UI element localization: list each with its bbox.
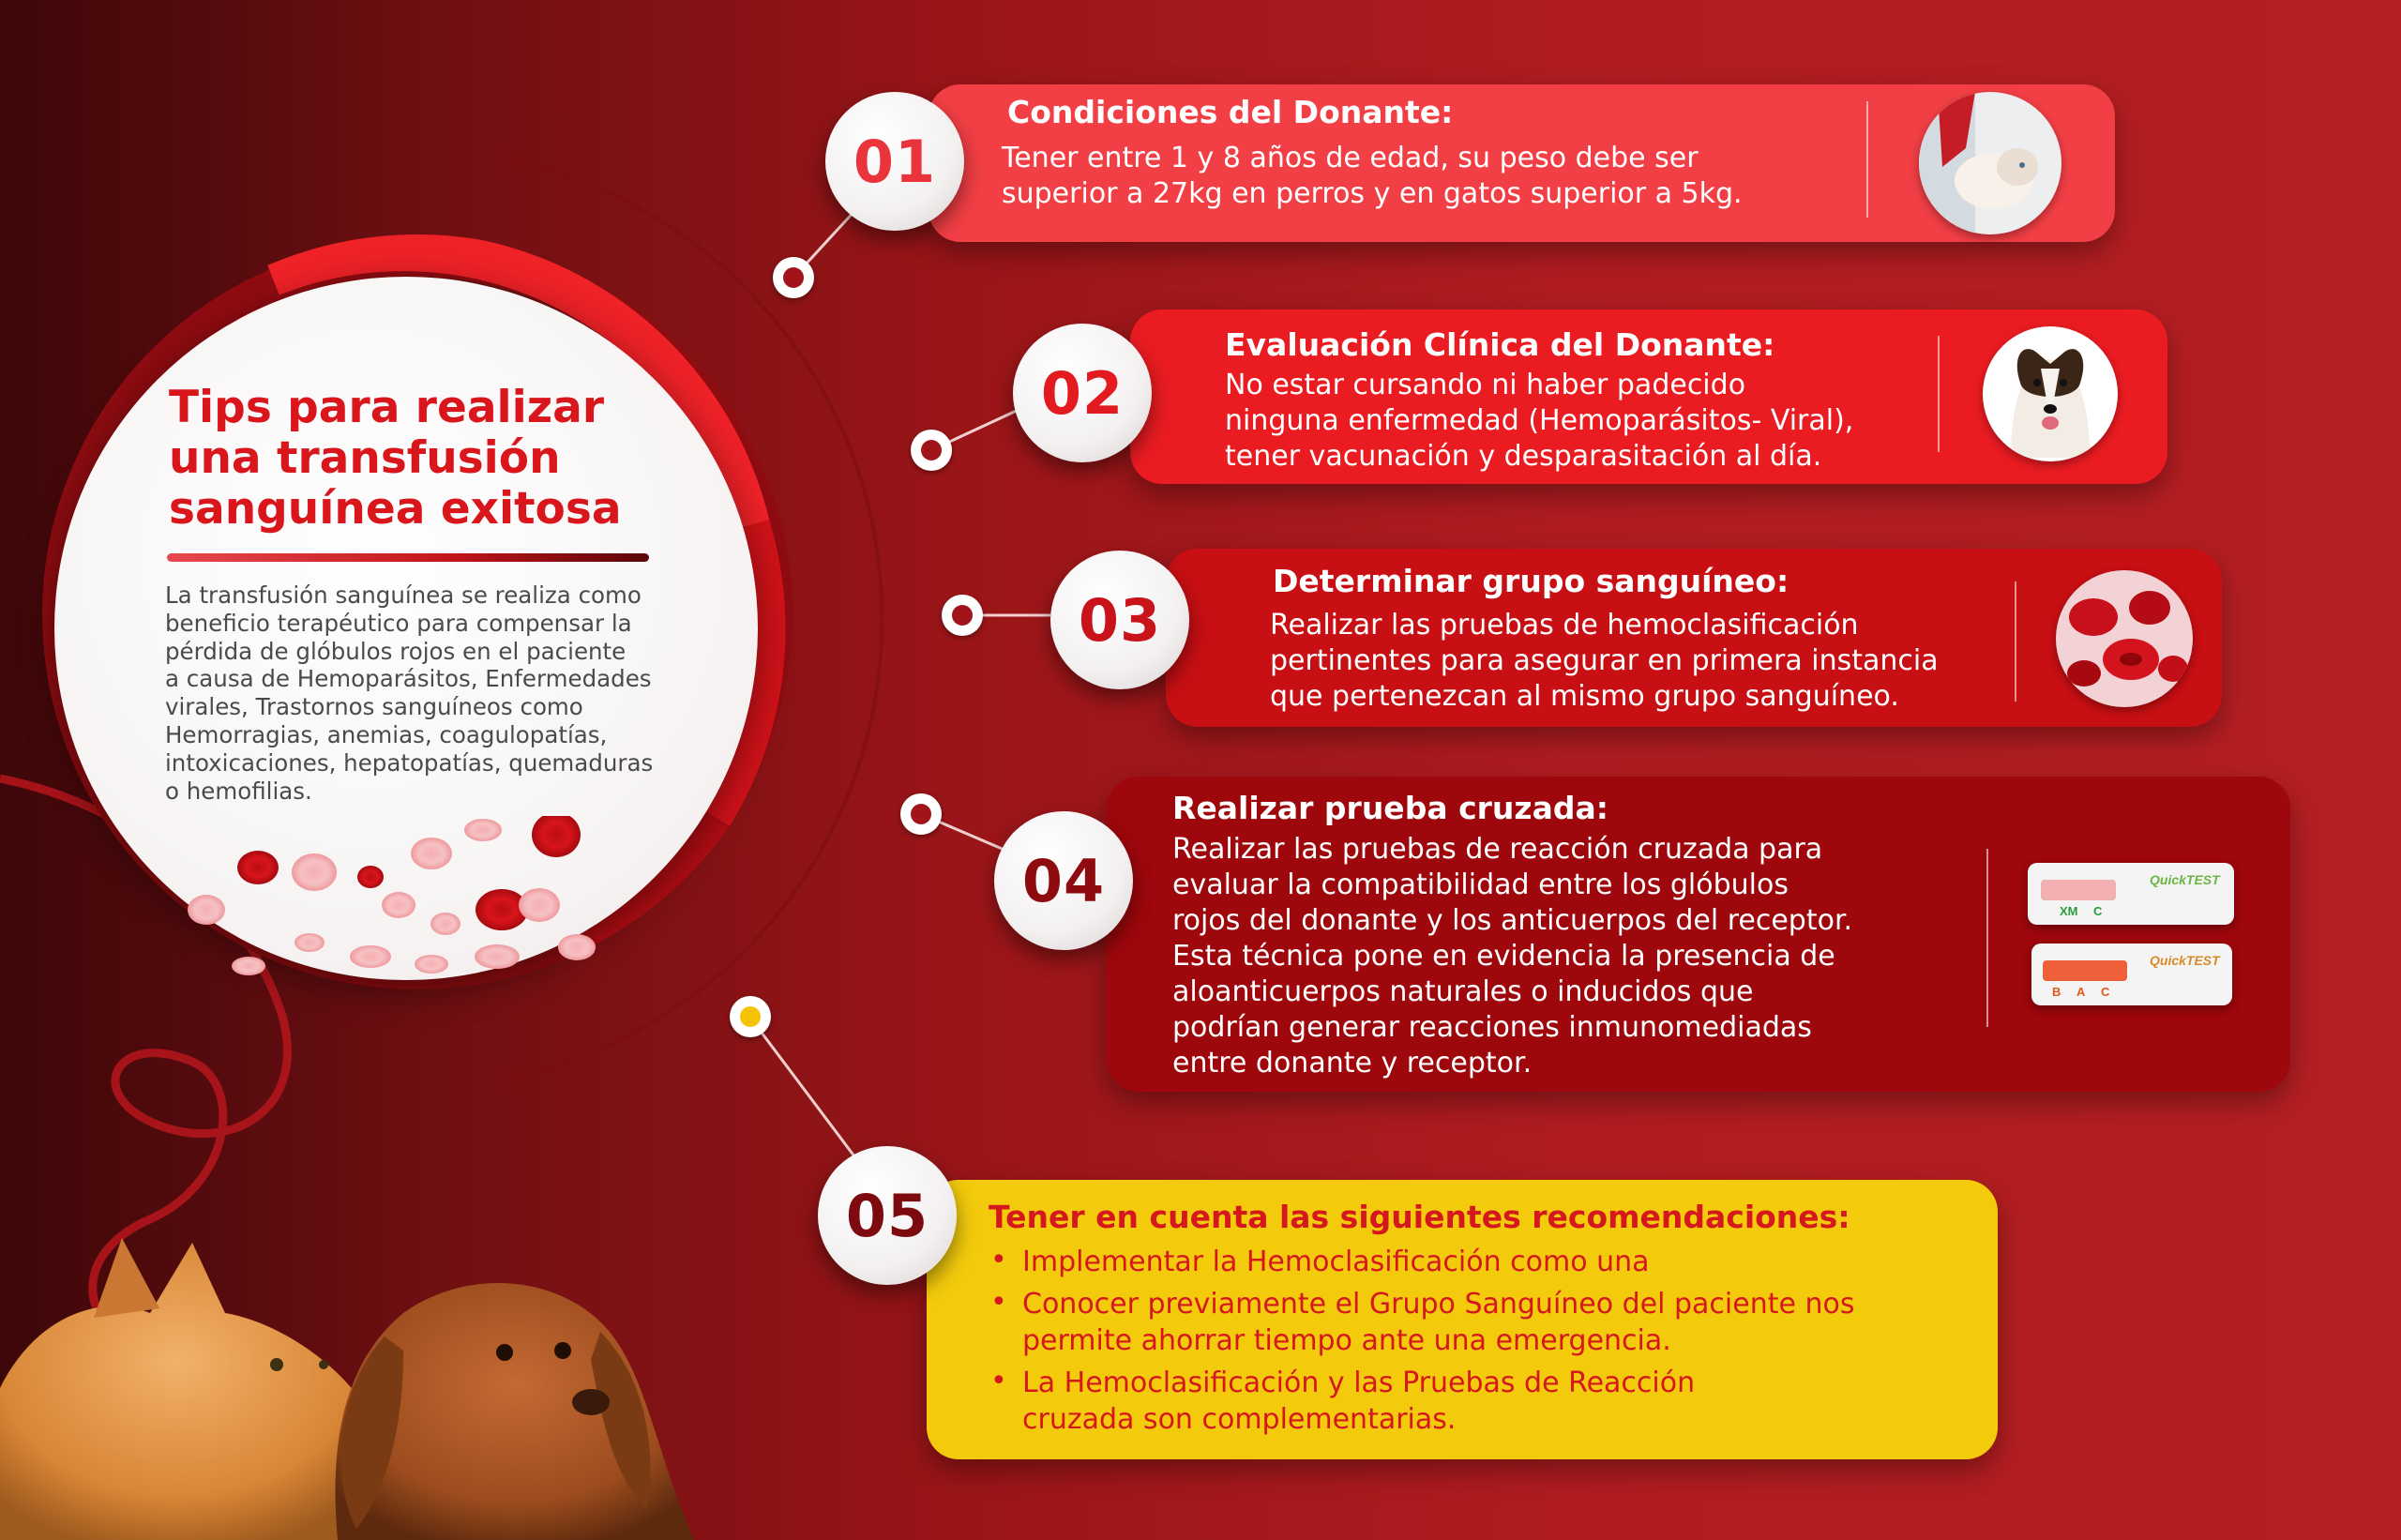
step-text-01 xyxy=(1002,141,1743,212)
red-blood-cells-illustration xyxy=(183,816,614,985)
list-item xyxy=(985,1365,1855,1438)
step-divider-02 xyxy=(1938,336,1940,452)
intro-line: beneficio terapéutico para compensar la xyxy=(165,609,632,637)
title-line: Tips para realizar xyxy=(169,382,605,433)
step-line: pertinentes para asegurar en primera instancia xyxy=(1270,644,1939,677)
step-line: podrían generar reacciones inmunomediadas xyxy=(1172,1011,1812,1044)
step-line: tener vacunación y desparasitación al día. xyxy=(1225,440,1822,473)
list-item-line: La Hemoclasificación y las Pruebas de Reacción xyxy=(1022,1366,1696,1399)
intro-paragraph xyxy=(165,581,700,805)
timeline-node-yellow xyxy=(730,996,771,1037)
kit-brand: QuickTEST xyxy=(2150,872,2220,887)
quick-test-kit-bac xyxy=(2031,944,2232,1005)
step-text-02 xyxy=(1225,368,1853,475)
timeline-node xyxy=(942,595,983,636)
step-line: Esta técnica pone en evidencia la presencia de xyxy=(1172,940,1835,973)
step-number-04: 04 xyxy=(994,811,1133,950)
step-divider-01 xyxy=(1866,101,1868,218)
step-line: rojos del donante y los anticuerpos del receptor. xyxy=(1172,904,1853,937)
intro-line: Hemorragias, anemias, coagulopatías, xyxy=(165,720,608,748)
step-title-04: Realizar prueba cruzada: xyxy=(1172,790,1608,826)
step-divider-04 xyxy=(1986,849,1988,1027)
step-text-04 xyxy=(1172,832,1852,1081)
bullet: • xyxy=(990,1365,1007,1397)
title-underline xyxy=(167,553,649,562)
list-item-line: cruzada son complementarias. xyxy=(1022,1403,1457,1436)
list-item-line: Conocer previamente el Grupo Sanguíneo del paciente nos xyxy=(1022,1288,1855,1321)
step-text-03 xyxy=(1270,608,1939,715)
cat-and-dog-photo xyxy=(0,1079,713,1540)
intro-line: intoxicaciones, hepatopatías, quemaduras xyxy=(165,748,654,777)
step-line: Realizar las pruebas de hemoclasificación xyxy=(1270,609,1859,642)
timeline-node xyxy=(911,430,952,471)
step-number-03: 03 xyxy=(1050,551,1189,689)
intro-line: virales, Trastornos sanguíneos como xyxy=(165,693,583,721)
list-item-line: Implementar la Hemoclasificación como una xyxy=(1022,1246,1650,1278)
infographic-title xyxy=(169,383,694,535)
bullet: • xyxy=(990,1286,1007,1319)
kit-label: XM xyxy=(2060,904,2078,918)
kit-sample-strip xyxy=(2043,960,2127,981)
step-line: superior a 27kg en perros y en gatos superior a 5kg. xyxy=(1002,177,1743,210)
step-number-05: 05 xyxy=(818,1146,957,1285)
red-blood-cells-photo xyxy=(2056,570,2193,707)
timeline-node xyxy=(900,793,942,835)
step-line: No estar cursando ni haber padecido xyxy=(1225,369,1746,401)
step-title-05: Tener en cuenta las siguientes recomendaciones: xyxy=(989,1199,1850,1235)
title-line: una transfusión xyxy=(169,432,561,484)
quick-test-kit-xm xyxy=(2028,863,2234,925)
list-item xyxy=(985,1244,1855,1280)
kit-label: A xyxy=(2076,985,2086,999)
kit-sample-strip xyxy=(2041,880,2116,900)
kit-label: B xyxy=(2052,985,2061,999)
recommendations-list xyxy=(985,1244,1855,1443)
step-title-02: Evaluación Clínica del Donante: xyxy=(1225,326,1775,363)
intro-line: a causa de Hemoparásitos, Enfermedades xyxy=(165,665,652,693)
list-item-line: permite ahorrar tiempo ante una emergencia. xyxy=(1022,1324,1671,1357)
step-line: ninguna enfermedad (Hemoparásitos- Viral), xyxy=(1225,404,1854,437)
bullet: • xyxy=(990,1244,1007,1276)
kit-label: C xyxy=(2101,985,2110,999)
step-title-01: Condiciones del Donante: xyxy=(1007,94,1454,130)
kit-label: C xyxy=(2093,904,2103,918)
step-title-03: Determinar grupo sanguíneo: xyxy=(1273,563,1789,599)
cat-at-vet-photo xyxy=(1919,92,2061,234)
step-line: Realizar las pruebas de reacción cruzada para xyxy=(1172,833,1823,866)
step-divider-03 xyxy=(2015,581,2016,702)
step-line: aloanticuerpos naturales o inducidos que xyxy=(1172,975,1754,1008)
step-line: entre donante y receptor. xyxy=(1172,1047,1533,1080)
step-number-01: 01 xyxy=(825,92,964,231)
step-line: Tener entre 1 y 8 años de edad, su peso debe ser xyxy=(1002,142,1699,174)
step-line: que pertenezcan al mismo grupo sanguíneo. xyxy=(1270,680,1899,713)
kit-brand: QuickTEST xyxy=(2150,953,2220,968)
intro-line: La transfusión sanguínea se realiza como xyxy=(165,581,642,609)
list-item xyxy=(985,1286,1855,1359)
intro-line: pérdida de glóbulos rojos en el paciente xyxy=(165,637,627,665)
step-number-02: 02 xyxy=(1013,324,1152,462)
dog-portrait-photo xyxy=(1983,326,2118,461)
timeline-node xyxy=(773,257,814,298)
step-line: evaluar la compatibilidad entre los glóbulos xyxy=(1172,868,1789,901)
title-line: sanguínea exitosa xyxy=(169,483,622,535)
intro-line: o hemofilias. xyxy=(165,777,312,805)
